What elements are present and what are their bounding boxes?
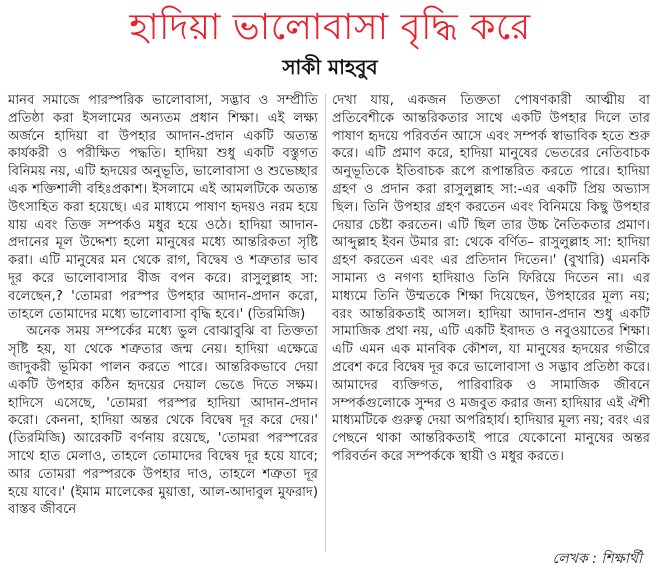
author-byline: সাকী মাহবুব	[282, 55, 378, 79]
article-column-left	[8, 92, 318, 519]
author-signoff: লেখক : শিক্ষার্থী	[552, 551, 642, 567]
article-paragraph: অনেক সময় সম্পর্কের মধ্যে ভুল বোঝাবুঝি বা তিক্ততা সৃষ্টি হয়, যা থেকে শত্রুতার জন্ম নেয়। হাদিয়া এক্ষেত্রে জাদুকরী ভূমিকা পালন করতে পারে। আন্তরিকভাবে দেয়া একটি উপহার কঠিন হৃদয়ের দেয়াল ভেঙে দিতে সক্ষম। হাদিসে এসেছে, 'তোমরা পরস্পর হাদিয়া আদান-প্রদান করো। কেননা, হাদিয়া অন্তর থেকে বিদ্বেষ দূর করে দেয়।' (তিরমিজি) আরেকটি বর্ণনায় রয়েছে, 'তোমরা পরস্পরের সাথে হাত মেলাও, তাহলে তোমাদের বিদ্বেষ দূর হয়ে যাবে; আর তোমরা পরস্পরকে উপহার দাও, তাহলে শত্রুতা দূর হয়ে যাবে।' (ইমাম মালেকের মুয়াত্তা, আল-আদাবুল মুফরাদ) বাস্তব জীবনে	[8, 324, 318, 518]
article-paragraph: মানব সমাজে পারস্পরিক ভালোবাসা, সদ্ভাব ও সম্প্রীতি প্রতিষ্ঠা করা ইসলামের অন্যতম প্রধান শিক্ষা। এই লক্ষ্য অর্জনে হাদিয়া বা উপহার আদান-প্রদান একটি অত্যন্ত কার্যকরী ও পরীক্ষিত পদ্ধতি। হাদিয়া শুধু একটি বস্তুগত বিনিময় নয়, এটি হৃদয়ের অনুভূতি, ভালোবাসা ও শুভেচ্ছার এক শক্তিশালী বহিঃপ্রকাশ। ইসলামে এই আমলটিকে অত্যন্ত উৎসাহিত করা হয়েছে। এর মাধ্যমে পাষাণ হৃদয়ও নরম হয়ে যায় এবং তিক্ত সম্পর্কও মধুর হয়ে ওঠে। হাদিয়া আদান-প্রদানের মূল উদ্দেশ্য হলো মানুষের মধ্যে আন্তরিকতা সৃষ্টি করা। এটি মানুষের মন থেকে রাগ, বিদ্বেষ ও শত্রুতার ভাব দূর করে ভালোবাসার বীজ বপন করে। রাসুলুল্লাহ সা: বলেছেন,? 'তোমরা পরস্পর উপহার আদান-প্রদান করো, তাহলে তোমাদের মধ্যে ভালোবাসা বৃদ্ধি হবে।' (তিরমিজি)	[8, 93, 318, 322]
article-paragraph: দেখা যায়, একজন তিক্ততা পোষণকারী আত্মীয় বা প্রতিবেশীকে আন্তরিকতার সাথে একটি উপহার দিলে তার পাষাণ হৃদয়ে পরিবর্তন আসে এবং সম্পর্ক স্বাভাবিক হতে শুরু করে। এটি প্রমাণ করে, হাদিয়া মানুষের ভেতরের নেতিবাচক অনুভূতিকে ইতিবাচক রূপে রূপান্তরিত করতে পারে। হাদিয়া গ্রহণ ও প্রদান করা রাসুলুল্লাহ সা:-এর একটি প্রিয় অভ্যাস ছিল। তিনি উপহার গ্রহণ করতেন এবং বিনিময়ে কিছু উপহার দেয়ার চেষ্টা করতেন। এটি ছিল তার উচ্চ নৈতিকতার প্রমাণ। আব্দুল্লাহ ইবন উমার রা: থেকে বর্ণিত– রাসুলুল্লাহ সা: হাদিয়া গ্রহণ করতেন এবং এর প্রতিদান দিতেন।' (বুখারি) এমনকি সামান্য ও নগণ্য হাদিয়াও তিনি ফিরিয়ে দিতেন না। এর মাধ্যমে তিনি উম্মতকে শিক্ষা দিয়েছেন, উপহারের মূল্য নয়; বরং আন্তরিকতাই আসল। হাদিয়া আদান-প্রদান শুধু একটি সামাজিক প্রথা নয়, এটি একটি ইবাদত ও নবুওয়াতের শিক্ষা। এটি এমন এক মানবিক কৌশল, যা মানুষের হৃদয়ের গভীরে প্রবেশ করে বিদ্বেষ দূর করে ভালোবাসা ও সদ্ভাব প্রতিষ্ঠা করে। আমাদের ব্যক্তিগত, পারিবারিক ও সামাজিক জীবনে সম্পর্কগুলোকে সুন্দর ও মজবুত করার জন্য হাদিয়ার এই ঐশী মাধ্যমটিকে গুরুত্ব দেয়া অপরিহার্য। হাদিয়ার মূল্য নয়; বরং এর পেছনে থাকা আন্তরিকতাই পারে যেকোনো মানুষের অন্তর পরিবর্তন করে সম্পর্ককে স্থায়ী ও মধুর করতে।	[332, 93, 650, 464]
article-column-right	[332, 92, 650, 466]
column-divider	[325, 94, 326, 552]
headline: হাদিয়া ভালোবাসা বৃদ্ধি করে	[129, 7, 531, 48]
